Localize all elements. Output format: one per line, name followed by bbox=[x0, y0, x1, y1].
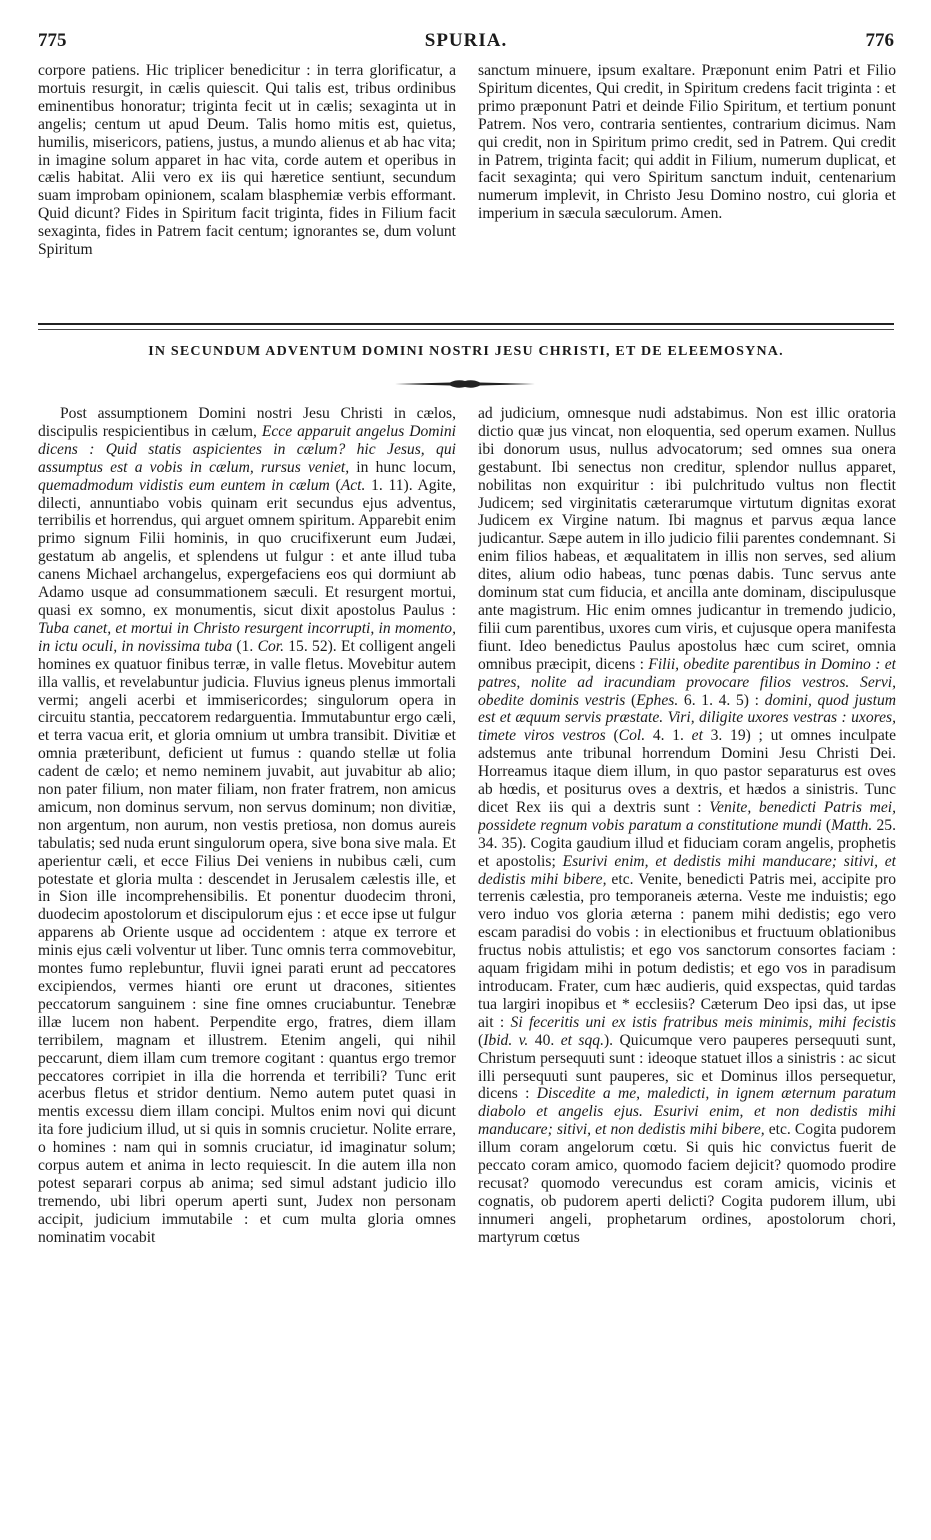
text-run: (1. bbox=[232, 637, 258, 655]
running-head bbox=[38, 30, 894, 54]
text-run: ( bbox=[478, 1031, 484, 1049]
text-run: 15. 52). Et colligent angeli homines ex quatuor finibus terræ, in valle fletus. Movebitur autem illa vallis, et revelabuntur judicia. Fluvius igneus plenus immortali vermi; angeli acerbi et immisericordes; singulorum opera in circuitu stantia, peccatorem redarguentia. Immutabuntur ergo cæli, et terra vacua erit, et gloria omnium ut umbra transibit. Divitiæ et omnia præteribunt, deficient ut fumus : quando stellæ ut folia cadent de cælo; et nemo neminem juvabit, aut juvabitur ab alio; non pater filium, non mater filiam, non frater fratrem, non amicus amicum, non dominus servum, non servus dominum; non divitiæ, non argentum, non aurum, non vestis pretiosa, non domus aureis tabulatis; sed nuda erunt singulorum opera, sive bona sive mala. Et aperientur cæli, et ecce Filius Dei veniens in nubibus cæli, cum potestate et gloria multa : descendet in Jerusalem cælestis ille, et in Sion ille incomprehensibilis. Et ponentur duodecim throni, duodecim apostolorum et discipulorum ejus : et ecce ipse ut fulgur apparens ab Oriente usque ad occidentem : atque ex terrore et minis ejus cæli volventur ut liber. Tunc omnis terra commovebitur, montes fumo replebuntur, fluvii ignei parati erunt ad peccatores excipiendos, vermes hianti ore erunt ut dracones, sitientes peccatorum sanguinem : sine fine omnes cruciabuntur. Tenebræ illæ lucem non habent. Perpendite ergo, fratres, diem illam terribilem, magnam et illustrem. Etenim angeli, qui nihil peccarunt, diem illam cum tremore cogitant : quantus ergo tremor peccatores corripiet in illa die horrenda et terribili? Tunc erit acerbus fletus et stridor dentium. Nemo autem putet quasi in mentis excessu diem illam concipi. Multos enim novi qui dicunt ita fore judicium illud, ut si quis in somnis crucietur. Nolite errare, o homines : nam qui in somnis cruciatur, id imaginatur solum; corpus autem et anima in lecto requiescit. In die autem illa non potest separari corpus ab anima; sed simul adstant judicio illo tremendo, ubi libri operum aperti sunt, Judex non personam accipit, judicium immutabile : et cum multa gloria omnes nominatim vocabit bbox=[38, 637, 456, 1246]
top-left-text: corpore patiens. Hic triplicer benedicitur : in terra glorificatur, a mortuis resurgit, in cælis quiescit. Qui talis est, tribus ordinibus eminentibus honoratur; triginta fecit ut in cælis; sexaginta ut in angelis; centum ut apud Deum. Talis homo mitis est, quietus, humilis, misericors, patiens, justus, a mundo alienus et ab hac vita; in imagine solum apparet in hac vita, corde autem et operibus in cælis habitat. Alii vero ex iis qui hæretice sentiunt, secundum suam improbam opinionem, scalam blasphemiæ verbis efformant. Quid dicunt? Fides in Spiritum facit triginta, fides in Filium facit sexaginta, fides in Patrem facit centum; ignorantes se, dum volunt Spiritum bbox=[38, 62, 456, 259]
italic-run: et bbox=[691, 727, 703, 745]
italic-run: Cor. bbox=[257, 637, 284, 655]
text-run: ( bbox=[625, 691, 637, 709]
italic-run: Filii, obedite parentibus in Domino : et patres, nolite ad iracundiam provocare filios vestros. Servi, obedite dominis vestris bbox=[478, 655, 896, 709]
text-run: Post assumptionem Domini nostri Jesu Christi in cælos, discipulis respicientibus in cælum, bbox=[38, 405, 456, 440]
text-run: ). Quicumque vero pauperes persequuti sunt, Christum persequuti sunt : ideoque statuet illos a sinistris : ac sicut illi persequuti sunt pauperes, sic et Dominus illos persequetur, dicens : bbox=[478, 1031, 896, 1103]
italic-run: Discedite a me, maledicti, in ignem æternum paratum diabolo et angelis ejus. Esurivi enim, et non dedistis mihi manducare; sitivi, et non dedistis mihi bibere, bbox=[478, 1085, 896, 1139]
italic-run: domini, quod justum est et æquum servis præstate. Viri, diligite uxores vestras : uxores, timete viros vestros bbox=[478, 691, 896, 745]
text-run: ( bbox=[329, 476, 341, 494]
italic-run: Si feceritis uni ex istis fratribus meis minimis, mihi fecistis bbox=[510, 1013, 896, 1031]
top-left-column bbox=[38, 62, 456, 308]
text-run: etc. Venite, benedicti Patris mei, accipite pro terrenis cælestia, pro temporaneis æterna. Veste me induistis; ego vero induo vos gloria æterna : panem mihi dedistis; ego vero escam paradisi do vobis : in electionibus et fructuum oblationibus fructus nobis attulistis; et ego vos sanctorum consortes faciam : aquam frigidam mihi in potum dedistis; et ego vos in paradisum introducam. Frater, cum hæc audieris, quid exspectas, quid tardas tua largiri inopibus et * ecclesiis? Cæterum Deo ipsi das, ut ipse ait : bbox=[478, 870, 896, 1031]
main-left-paragraph bbox=[38, 405, 456, 1247]
text-run: ( bbox=[821, 816, 832, 834]
text-run: ( bbox=[605, 727, 619, 745]
italic-run: Matth. bbox=[831, 816, 873, 834]
top-right-text: sanctum minuere, ipsum exaltare. Præponunt enim Patri et Filio Spiritum dicentes, Qui credit, in Spiritum credens facit triginta : et primo præponunt Patri et deinde Filio Spiritum, et tertium ponunt Patrem. Nos vero, contraria sentientes, contrarium dicimus. Nam qui credit, non in Spiritum primo credit, sed in Patrem. Qui credit in Patrem, triginta facit; qui addit in Filium, numerum duplicat, et facit sexaginta; qui vero Spiritum sanctum induit, centenarium numerum implevit, in Christo Jesu Domino nostro, cui gloria et imperium in sæcula sæculorum. Amen. bbox=[478, 62, 896, 223]
italic-run: Ecce apparuit angelus Domini dicens : Quid statis aspicientes in cælum? hic Jesus, qui assumptus est a vobis in cælum, rursus veniet, bbox=[38, 422, 456, 476]
text-run: 3. 19) ; ut omnes inculpate adstemus ante tribunal horrendum Domini Jesu Christi Dei. Horreamus itaque diem illum, in quo pastor separaturus est oves ab hœdis, et positurus oves a dextris, et hædos a sinistris. Tunc dicet Rex iis qui a dextris sunt : bbox=[478, 727, 896, 816]
text-run: in hunc locum, bbox=[349, 458, 456, 476]
text-run: etc. Cogita pudorem illum coram angelorum cœtu. Si quis hic convictus fuerit de peccato coram amico, quomodo faciem dejicit? quomodo prodire recusat? quomodo verecundus est coram amicis, vicinis et cognatis, ob pudorem aperti delicti? Cogita pudorem illum, ubi innumeri angeli, prophetarum ordines, apostolorum chori, martyrum cœtus bbox=[478, 1121, 896, 1246]
italic-run: Ibid. v. bbox=[483, 1031, 529, 1049]
italic-run: Venite, benedicti Patris mei, possidete regnum vobis paratum a constitutione mundi bbox=[478, 798, 896, 834]
main-right-column bbox=[478, 405, 896, 1493]
text-run: 4. 1. bbox=[645, 727, 692, 745]
italic-run: Act. bbox=[340, 476, 366, 494]
page-number-left: 775 bbox=[38, 30, 67, 51]
text-run: 40. bbox=[528, 1031, 561, 1049]
italic-run: Tuba canet, et mortui in Christo resurgent incorrupti, in momento, in ictu oculi, in novissima tuba bbox=[38, 619, 456, 655]
top-right-column bbox=[478, 62, 896, 308]
main-right-paragraph bbox=[478, 405, 896, 1247]
ornament-divider bbox=[395, 378, 535, 390]
italic-run: et sqq. bbox=[560, 1031, 604, 1049]
section-divider-rule bbox=[38, 323, 894, 330]
italic-run: Col. bbox=[618, 727, 646, 745]
italic-run: quemadmodum vidistis eum euntem in cælum bbox=[38, 476, 330, 494]
italic-run: Esurivi enim, et dedistis mihi manducare; sitivi, et dedistis mihi bibere, bbox=[478, 852, 896, 888]
text-run: 25. 34. 35). Cogita gaudium illud et fiduciam coram angelis, prophetis et apostolis; bbox=[478, 816, 896, 870]
text-run: 1. 11). Agite, dilecti, annuntiabo vobis quinam erit secundus ejus adventus, terribilis et horrendus, qui arguet omnem spiritum. Apparebit enim primo signum Filii hominis, in quo crucifixerunt eum Judæi, gestatum ab angelis, et splendens ut fulgur : et ante illud tuba canens Michael archangelus, expergefaciens eos qui dormiunt ab Adamo usque ad consummationem sæculi. Et resurgent mortui, quasi ex somno, ex monumentis, sicut dixit apostolus Paulus : bbox=[38, 476, 456, 619]
running-title: SPURIA. bbox=[424, 30, 508, 51]
text-run: 6. 1. 4. 5) : bbox=[678, 691, 765, 709]
italic-run: Ephes. bbox=[636, 691, 679, 709]
page-number-right: 776 bbox=[865, 30, 894, 51]
main-left-column bbox=[38, 405, 456, 1493]
text-run: ad judicium, omnesque nudi adstabimus. Non est illic oratoria dictio quæ jus vincat, non eloquentia, sed operum examen. Nullus ibi donorum usus, nullus advocatorum; sed omnes sua onera gestabunt. Ibi senectus non creditur, splendor nullus apparet, nobilitas non exquiritur : ibi pulchritudo vultus non flectit Judicem; sed virginitatis cæterarumque virtutum dignitas exorat Judicem ex Virgine natum. Ibi magnus et parvus æqua lance judicantur. Sæpe autem in illo judicio filii parentes condemnant. Si enim filios habeas, et æqualitatem in illis non serves, sed alium dites, alium odio habeas, tunc pœnas dabis. Tunc servus ante dominum stat cum fiducia, et ancilla ante dominam, discipulusque ante magistrum. Hic enim omnes judicantur in tremendo judicio, filii cum parentibus, uxores cum viris, et cujusque opera manifesta fiunt. Ideo benedictus Paulus apostolus hæc cum sciret, omnia omnibus præcipit, dicens : bbox=[478, 405, 896, 673]
section-heading: IN SECUNDUM ADVENTUM DOMINI NOSTRI JESU CHRISTI, ET DE ELEEMOSYNA. bbox=[148, 344, 784, 359]
